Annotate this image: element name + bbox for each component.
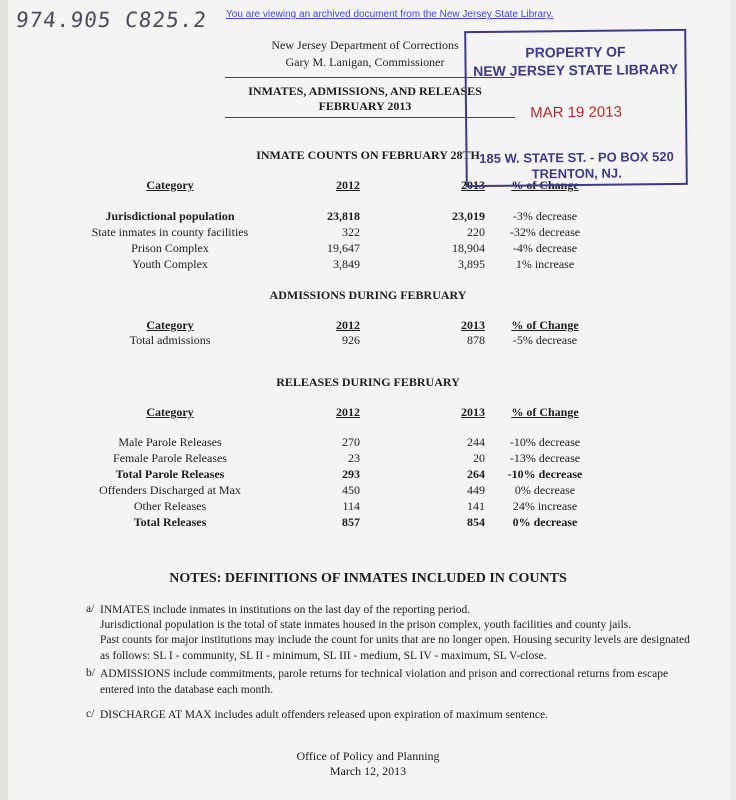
releases-header-2012: 2012 bbox=[336, 405, 360, 419]
page-edge-left bbox=[0, 0, 8, 800]
note-a-line2: Jurisdictional population is the total of state inmates housed in the prison complex, youth facilities and county jails. bbox=[100, 619, 632, 631]
footer-office: Office of Policy and Planning bbox=[296, 749, 440, 763]
notes-title: NOTES: DEFINITIONS OF INMATES INCLUDED IN COUNTS bbox=[169, 571, 567, 586]
table-row-change: -5% decrease bbox=[512, 333, 578, 347]
inmate-counts-header-category: Category bbox=[146, 178, 194, 192]
releases-header-2013: 2013 bbox=[461, 405, 485, 419]
table-row-category: Total Releases bbox=[133, 515, 207, 529]
table-row-change: -3% decrease bbox=[512, 209, 578, 223]
inmate-counts-header-2013: 2013 bbox=[461, 178, 485, 192]
table-row-2012: 450 bbox=[342, 483, 360, 497]
table-row-2013: 220 bbox=[467, 225, 485, 239]
table-row-2012: 19,647 bbox=[327, 241, 360, 255]
releases-title: RELEASES DURING FEBRUARY bbox=[276, 375, 460, 389]
releases-header-category: Category bbox=[146, 405, 194, 419]
table-row-category: Jurisdictional population bbox=[105, 209, 235, 223]
inmate-counts-header-2012: 2012 bbox=[336, 178, 360, 192]
table-row-2013: 854 bbox=[467, 515, 485, 529]
stamp-library-name: NEW JERSEY STATE LIBRARY bbox=[473, 60, 679, 80]
table-row-category: State inmates in county facilities bbox=[91, 225, 249, 239]
note-b-text: ADMISSIONS include commitments, parole returns for technical violation and prison and correctional returns from escape entered into the database each month. bbox=[100, 668, 669, 696]
stamp-received-date: MAR 19 2013 bbox=[530, 103, 622, 122]
library-property-stamp bbox=[464, 29, 688, 187]
table-row-change: 0% decrease bbox=[514, 483, 576, 497]
table-row-2013: 264 bbox=[467, 467, 485, 481]
note-a-line1: INMATES include inmates in institutions on the last day of the reporting period. bbox=[100, 604, 471, 616]
archive-banner-link[interactable]: You are viewing an archived document from the New Jersey State Library. bbox=[226, 9, 554, 20]
table-row-change: -10% decrease bbox=[509, 435, 581, 449]
stamp-address-city: TRENTON, NJ. bbox=[531, 165, 622, 182]
releases-header-change: % of Change bbox=[511, 405, 579, 419]
table-row-2012: 270 bbox=[342, 435, 360, 449]
inmate-counts-title: INMATE COUNTS ON FEBRUARY 28TH bbox=[256, 148, 480, 162]
table-row-category: Youth Complex bbox=[132, 257, 208, 271]
admissions-header-change: % of Change bbox=[511, 318, 579, 332]
table-row-2012: 23 bbox=[348, 451, 360, 465]
table-row-category: Female Parole Releases bbox=[113, 451, 227, 465]
table-row-change: 1% increase bbox=[515, 257, 575, 271]
table-row-2013: 449 bbox=[467, 483, 485, 497]
table-row-2013: 244 bbox=[467, 435, 485, 449]
table-row-change: -32% decrease bbox=[509, 225, 581, 239]
table-row-2013: 141 bbox=[467, 499, 485, 513]
table-row-2012: 114 bbox=[342, 499, 360, 513]
table-row-2013: 3,895 bbox=[458, 257, 485, 271]
stamp-property-of: PROPERTY OF bbox=[525, 43, 626, 61]
table-row-2012: 322 bbox=[342, 225, 360, 239]
table-row-2012: 3,849 bbox=[333, 257, 360, 271]
inmate-counts-header-change: % of Change bbox=[511, 178, 579, 192]
page-edge-right bbox=[730, 0, 736, 800]
stamp-address-street: 185 W. STATE ST. - PO BOX 520 bbox=[479, 148, 674, 167]
commissioner-name: Gary M. Lanigan, Commissioner bbox=[285, 55, 445, 69]
table-row-category: Offenders Discharged at Max bbox=[99, 483, 241, 497]
admissions-header-category: Category bbox=[146, 318, 194, 332]
admissions-title: ADMISSIONS DURING FEBRUARY bbox=[269, 288, 467, 302]
footer-date: March 12, 2013 bbox=[329, 764, 407, 778]
table-row-2013: 23,019 bbox=[452, 209, 485, 223]
table-row-change: -4% decrease bbox=[512, 241, 578, 255]
note-c-text: DISCHARGE AT MAX includes adult offenders released upon expiration of maximum sentence. bbox=[100, 709, 548, 721]
call-number-handwritten: 974.905 C825.2 bbox=[14, 8, 209, 32]
note-c-marker: c/ bbox=[86, 708, 95, 720]
table-row-2012: 857 bbox=[342, 515, 360, 529]
table-row-category: Total admissions bbox=[129, 333, 211, 347]
note-a-marker: a/ bbox=[86, 603, 95, 615]
table-row-change: 24% increase bbox=[512, 499, 578, 513]
department-name: New Jersey Department of Corrections bbox=[271, 38, 459, 52]
report-title: INMATES, ADMISSIONS, AND RELEASES bbox=[248, 84, 482, 98]
table-row-category: Prison Complex bbox=[131, 241, 209, 255]
admissions-header-2012: 2012 bbox=[336, 318, 360, 332]
table-row-2012: 23,818 bbox=[327, 209, 360, 223]
table-row-change: -10% decrease bbox=[507, 467, 583, 481]
table-row-2012: 293 bbox=[342, 467, 360, 481]
table-row-2013: 20 bbox=[473, 451, 485, 465]
table-row-change: -13% decrease bbox=[509, 451, 581, 465]
table-row-category: Other Releases bbox=[133, 499, 207, 513]
note-b-marker: b/ bbox=[86, 667, 95, 679]
table-row-category: Male Parole Releases bbox=[118, 435, 222, 449]
note-a-line3: Past counts for major institutions may include the count for units that are no longer open. Housing security levels are designated as follows: SL I - community, SL II - minimum, SL III - medium, SL IV - maximum, SL V-close. bbox=[100, 634, 690, 662]
table-row-2012: 926 bbox=[342, 333, 360, 347]
report-month: FEBRUARY 2013 bbox=[318, 99, 412, 113]
admissions-header-2013: 2013 bbox=[461, 318, 485, 332]
table-row-2013: 878 bbox=[467, 333, 485, 347]
table-row-2013: 18,904 bbox=[452, 241, 485, 255]
table-row-category: Total Parole Releases bbox=[115, 467, 225, 481]
table-row-change: 0% decrease bbox=[512, 515, 578, 529]
